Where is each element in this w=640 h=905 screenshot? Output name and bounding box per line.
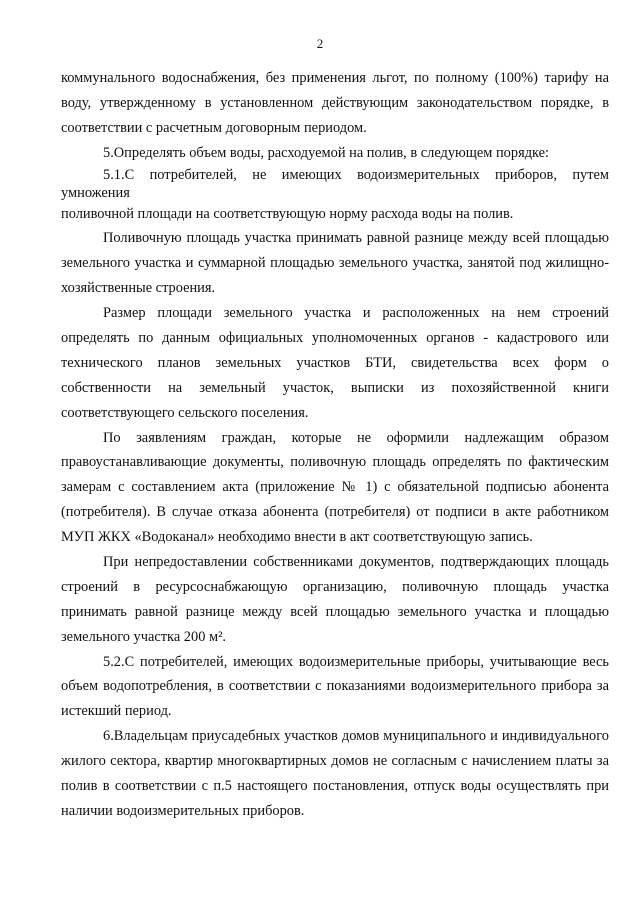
text-line: принимать равной разнице между всей площадью земельного участка и площадью: [61, 603, 609, 620]
text-line: 5.2.С потребителей, имеющих водоизмерительные приборы, учитывающие весь: [103, 653, 609, 670]
text-line: земельного участка и суммарной площадью земельного участка, занятой под жилищно-: [61, 255, 609, 272]
text-line: истекший период.: [61, 703, 172, 720]
paragraph: [61, 66, 609, 141]
paragraph: [61, 650, 609, 725]
text-line: земельного участка 200 м².: [61, 628, 226, 645]
text-line: поливочной площади на соответствующую норму расхода воды на полив.: [61, 205, 514, 222]
page-number: 2: [316, 36, 324, 51]
text-line: правоустанавливающие документы, поливочную площадь определять по фактическим: [61, 454, 609, 471]
text-line: умножения: [61, 184, 130, 201]
text-line: соответствии с расчетным договорным периодом.: [61, 119, 367, 136]
text-line: собственности на земельный участок, выписки из похозяйственной книги: [61, 379, 609, 396]
text-line: замерам с составлением акта (приложение № 1) с обязательной подписью абонента: [61, 479, 609, 496]
paragraph: [61, 301, 609, 425]
text-line: По заявлениям граждан, которые не оформили надлежащим образом: [103, 429, 609, 446]
text-line: строений в ресурсоснабжающую организацию, поливочную площадь участка: [61, 578, 609, 595]
text-line: жилого сектора, квартир многоквартирных домов не согласным с начислением платы за: [61, 753, 609, 770]
text-line: 5.1.С потребителей, не имеющих водоизмерительных приборов, путем: [103, 166, 609, 183]
paragraph: [61, 166, 609, 227]
text-line: воду, утвержденному в установленном действующим законодательством порядке, в: [61, 94, 609, 111]
text-line: технического планов земельных участков БТИ, свидетельства всех форм о: [61, 354, 609, 371]
text-line: Размер площади земельного участка и расположенных на нем строений: [103, 305, 609, 322]
text-line: При непредоставлении собственниками документов, подтверждающих площадь: [103, 554, 609, 571]
text-line: соответствующего сельского поселения.: [61, 404, 309, 421]
text-line: (потребителя). В случае отказа абонента (потребителя) от подписи в акте работником: [61, 504, 609, 521]
text-line: наличии водоизмерительных приборов.: [61, 802, 305, 819]
paragraph: [61, 226, 609, 301]
paragraph: [61, 724, 609, 824]
text-line: 5.Определять объем воды, расходуемой на полив, в следующем порядке:: [103, 144, 550, 161]
text-line: МУП ЖКХ «Водоканал» необходимо внести в акт соответствующую запись.: [61, 529, 533, 546]
text-line: определять по данным официальных уполномоченных органов - кадастрового или: [61, 330, 609, 347]
text-line: объем водопотребления, в соответствии с показаниями водоизмерительного прибора за: [61, 678, 609, 695]
text-line: хозяйственные строения.: [61, 280, 216, 297]
paragraph: [61, 141, 609, 166]
text-line: полив в соответствии с п.5 настоящего постановления, отпуск воды осуществлять при: [61, 778, 609, 795]
text-line: коммунального водоснабжения, без применения льгот, по полному (100%) тарифу на: [61, 70, 609, 86]
paragraph: [61, 550, 609, 650]
text-line: 6.Владельцам приусадебных участков домов муниципального и индивидуального: [103, 728, 609, 745]
document-body: [61, 66, 609, 824]
text-line: Поливочную площадь участка принимать равной разнице между всей площадью: [103, 230, 609, 247]
paragraph: [61, 426, 609, 550]
